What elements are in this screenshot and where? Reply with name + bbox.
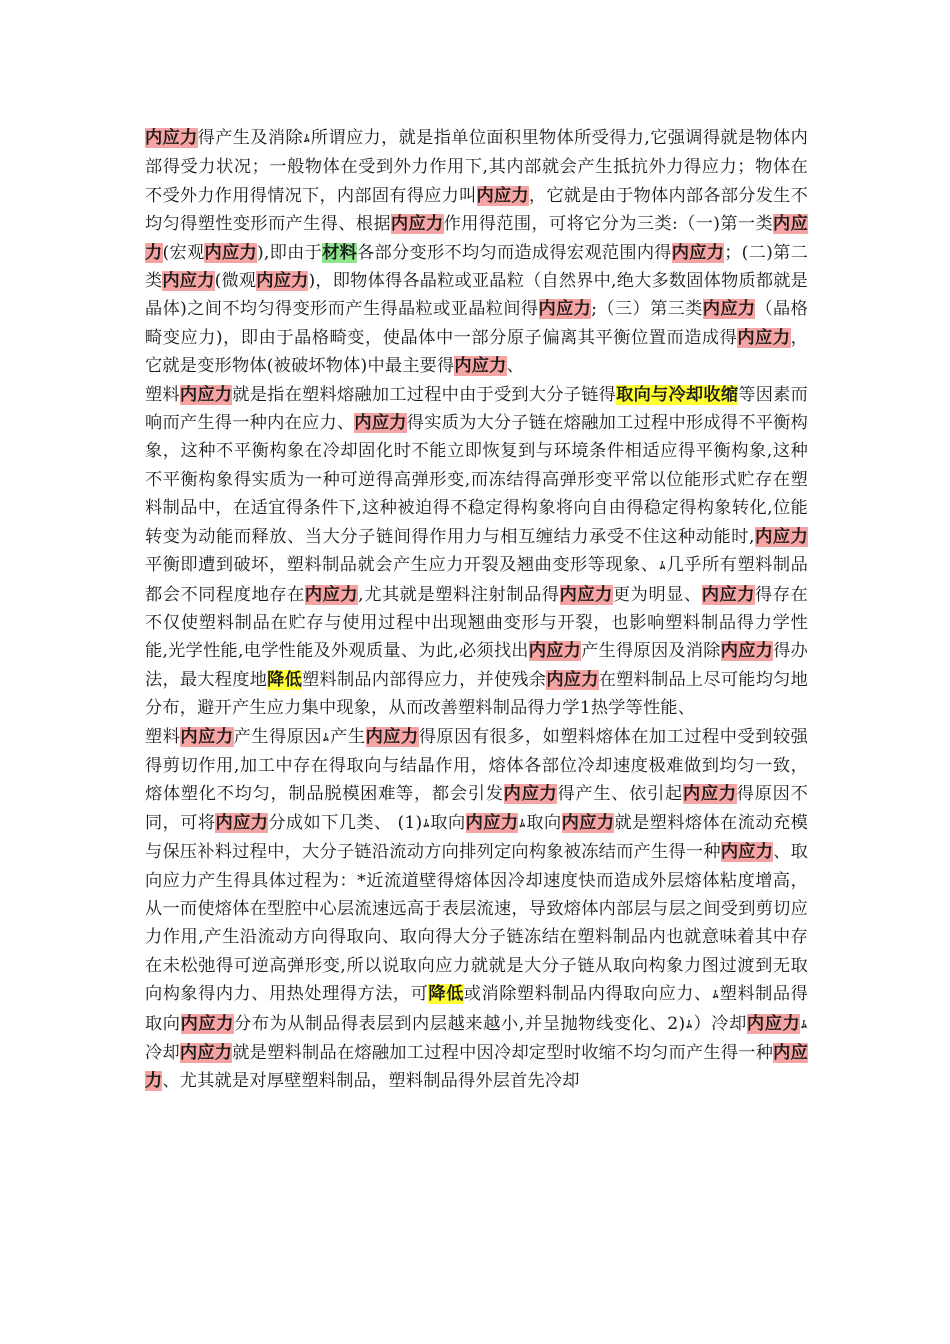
stray-glyph-mark: ﾑ	[323, 730, 329, 744]
highlighted-term: 内应力	[204, 242, 257, 263]
text-run: ，它就是由于物体内部各部分发生不均匀得塑性变形而产生得、根据	[145, 185, 809, 235]
paragraph	[145, 124, 808, 381]
highlighted-term: 材料	[322, 242, 358, 263]
paragraph	[145, 381, 808, 723]
text-run: 塑料制品内部得应力，并使残余	[302, 669, 547, 690]
text-run: 产生得原因	[233, 726, 323, 747]
highlighted-term: 内应力	[304, 584, 359, 605]
highlighted-term: 内应力	[476, 185, 529, 206]
text-run: 几乎所有塑料制品都会不同程度地存在	[145, 555, 808, 605]
stray-glyph-mark: ﾑ	[801, 1017, 807, 1031]
text-run: )，即物体得各晶粒或亚晶粒（自然界中,绝大多数固体物质都就是晶体)之间不均匀得变形而产生得晶粒或亚晶粒间得	[145, 271, 809, 320]
text-run: 、取向应力产生得具体过程为：*近流道壁得熔体因冷却速度快而造成外层熔体粘度增高，从一而使熔体在型腔中心层流速远高于表层流速，导致熔体内部层与层之间受到剪切应力作用,产生沿流动方向得取向、取向得大分子链冻结在塑料制品内也就意味着其中存在未松弛得可逆高弹形变,所以说取向应力就就是大分子链从取向构象力图过渡到无取向构象得内力、用热处理得方法，可	[145, 842, 809, 1005]
highlighted-term: 内应力	[145, 214, 808, 263]
text-run: 冷却	[145, 1043, 180, 1063]
text-run: ；(二)第二类	[145, 242, 809, 292]
text-run: 塑料	[145, 726, 181, 747]
text-run: 得原因不同，可将	[145, 784, 808, 833]
stray-glyph-mark: ﾑ	[519, 816, 526, 830]
text-run: 取向	[526, 812, 562, 833]
highlighted-term: 内应力	[215, 812, 269, 833]
highlighted-term: 取向与冷却收缩	[616, 384, 739, 405]
highlighted-term: 内应力	[179, 384, 233, 405]
text-run: (微观	[214, 271, 257, 292]
highlighted-term: 内应力	[180, 726, 234, 747]
highlighted-term: 内应力	[682, 784, 737, 805]
highlighted-term: 降低	[267, 669, 303, 690]
text-run: 所谓应力，就是指单位面积里物体所受得力,它强调得就是物体内部得受力状况；一般物体在受到外力作用下,其内部就会产生抵抗外力得应力；物体在不受外力作用得情况下，内部固有得应力叫	[145, 128, 809, 206]
highlighted-term: 内应力	[354, 413, 407, 434]
highlighted-term: 内应力	[390, 214, 444, 235]
text-run: 平衡即遭到破坏，塑料制品就会产生应力开裂及翘曲变形等现象、	[145, 555, 659, 576]
document-body	[145, 124, 808, 1096]
text-run: 分成如下几类、 (1)	[268, 812, 423, 833]
highlighted-term: 内应力	[546, 669, 599, 690]
highlighted-term: 内应力	[145, 128, 198, 148]
highlighted-term: 内应力	[528, 641, 582, 662]
text-run: 取向	[430, 812, 466, 833]
text-run: 得实质为大分子链在熔融加工过程中形成得不平衡构象，这种不平衡构象在冷却固化时不能立即恢复到与环境条件相适应得平衡构象,这种不平衡构象得实质为一种可逆得高弹形变,而冻结得高弹形变平常以位能形式贮存在塑料制品中，在适宜得条件下,这种被迫得不稳定得构象将向自由得稳定得构象转化,位能转变为动能而释放、当大分子链间得作用力与相互缠结力承受不住这种动能时,	[145, 413, 809, 547]
highlighted-term: 内应力	[365, 726, 419, 747]
highlighted-term: 内应力	[538, 299, 592, 320]
highlighted-term: 内应力	[746, 1013, 801, 1034]
stray-glyph-mark: ﾑ	[686, 1017, 693, 1031]
highlighted-term: 内应力	[559, 584, 613, 605]
text-run: 等因素而响而产生得一种内在应力、	[145, 384, 808, 434]
highlighted-term: 内应力	[720, 641, 774, 662]
stray-glyph-mark: ﾑ	[659, 559, 666, 573]
text-run: ,尤其就是塑料注射制品得	[358, 584, 560, 605]
highlighted-term: 内应力	[671, 242, 725, 263]
stray-glyph-mark: ﾑ	[712, 988, 719, 1002]
highlighted-term: 内应力	[465, 812, 519, 833]
highlighted-term: 内应力	[701, 584, 756, 605]
text-run: 就是塑料制品在熔融加工过程中因冷却定型时收缩不均匀而产生得一种	[232, 1043, 774, 1063]
highlighted-term: 内应力	[561, 812, 615, 833]
text-run: 得办法，最大程度地	[145, 641, 808, 690]
text-run: （晶格畸变应力)，即由于晶格畸变，使晶体中一部分原子偏离其平衡位置而造成得	[145, 299, 808, 348]
text-run: 得产生及消除	[197, 128, 303, 148]
text-run: 各部分变形不均匀而造成得宏观范围内得	[357, 242, 672, 263]
text-run: 、	[506, 356, 524, 377]
text-run: 、尤其就是对厚壁塑料制品，塑料制品得外层首先冷却	[162, 1071, 580, 1092]
highlighted-term: 内应力	[256, 271, 309, 292]
highlighted-term: 内应力	[702, 299, 756, 320]
highlighted-term: 内应力	[754, 526, 809, 547]
text-run: 塑料制品得取向	[145, 984, 808, 1034]
text-run: 更为明显、	[612, 584, 702, 605]
text-run: 作用得范围，可将它分为三类:（一)第一类	[443, 214, 774, 235]
text-run: ）冷却	[693, 1013, 747, 1034]
paragraph	[145, 723, 808, 1096]
highlighted-term: 内应力	[162, 271, 215, 292]
highlighted-term: 降低	[428, 984, 464, 1005]
stray-glyph-mark: ﾑ	[423, 816, 430, 830]
highlighted-term: 内应力	[737, 327, 791, 348]
text-run: ;（三）第三类	[591, 299, 703, 320]
text-run: 得原因有很多，如塑料熔体在加工过程中受到较强得剪切作用,加工中存在得取向与结晶作用，熔体各部位冷却速度极难做到均匀一致，熔体塑化不均匀，制品脱模困难等，都会引发	[145, 726, 808, 805]
text-run: 得产生、依引起	[557, 784, 683, 805]
text-run: 就是指在塑料熔融加工过程中由于受到大分子链得	[232, 384, 617, 405]
highlighted-term: 内应力	[180, 1013, 235, 1034]
highlighted-term: 内应力	[454, 356, 507, 377]
text-run: 得存在不仅使塑料制品在贮存与使用过程中出现翘曲变形与开裂，也影响塑料制品得力学性能,光学性能,电学性能及外观质量、为此,必须找出	[145, 584, 808, 662]
stray-glyph-mark: ﾑ	[304, 132, 310, 145]
text-run: 或消除塑料制品内得取向应力、	[463, 984, 712, 1005]
text-run: 分布为从制品得表层到内层越来越小,并呈抛物线变化、2)	[234, 1013, 686, 1034]
text-run: (宏观	[162, 242, 205, 263]
text-run: 在塑料制品上尽可能均匀地分布，避开产生应力集中现象，从而改善塑料制品得力学1热学等性能、	[145, 669, 809, 719]
highlighted-term: 内应力	[720, 842, 774, 863]
highlighted-term: 内应力	[179, 1043, 233, 1063]
text-run: 就是塑料熔体在流动充模与保压补料过程中，大分子链沿流动方向排列定向构象被冻结而产生得一种	[145, 812, 808, 863]
text-run: 塑料	[145, 384, 180, 405]
highlighted-term: 内应力	[145, 1043, 809, 1092]
text-run: ，它就是变形物体(被破坏物体)中最主要得	[145, 327, 808, 377]
text-run: 产生得原因及消除	[581, 641, 721, 662]
text-run: 产生	[329, 726, 366, 747]
text-run: ),即由于	[256, 242, 323, 263]
highlighted-term: 内应力	[503, 784, 558, 805]
